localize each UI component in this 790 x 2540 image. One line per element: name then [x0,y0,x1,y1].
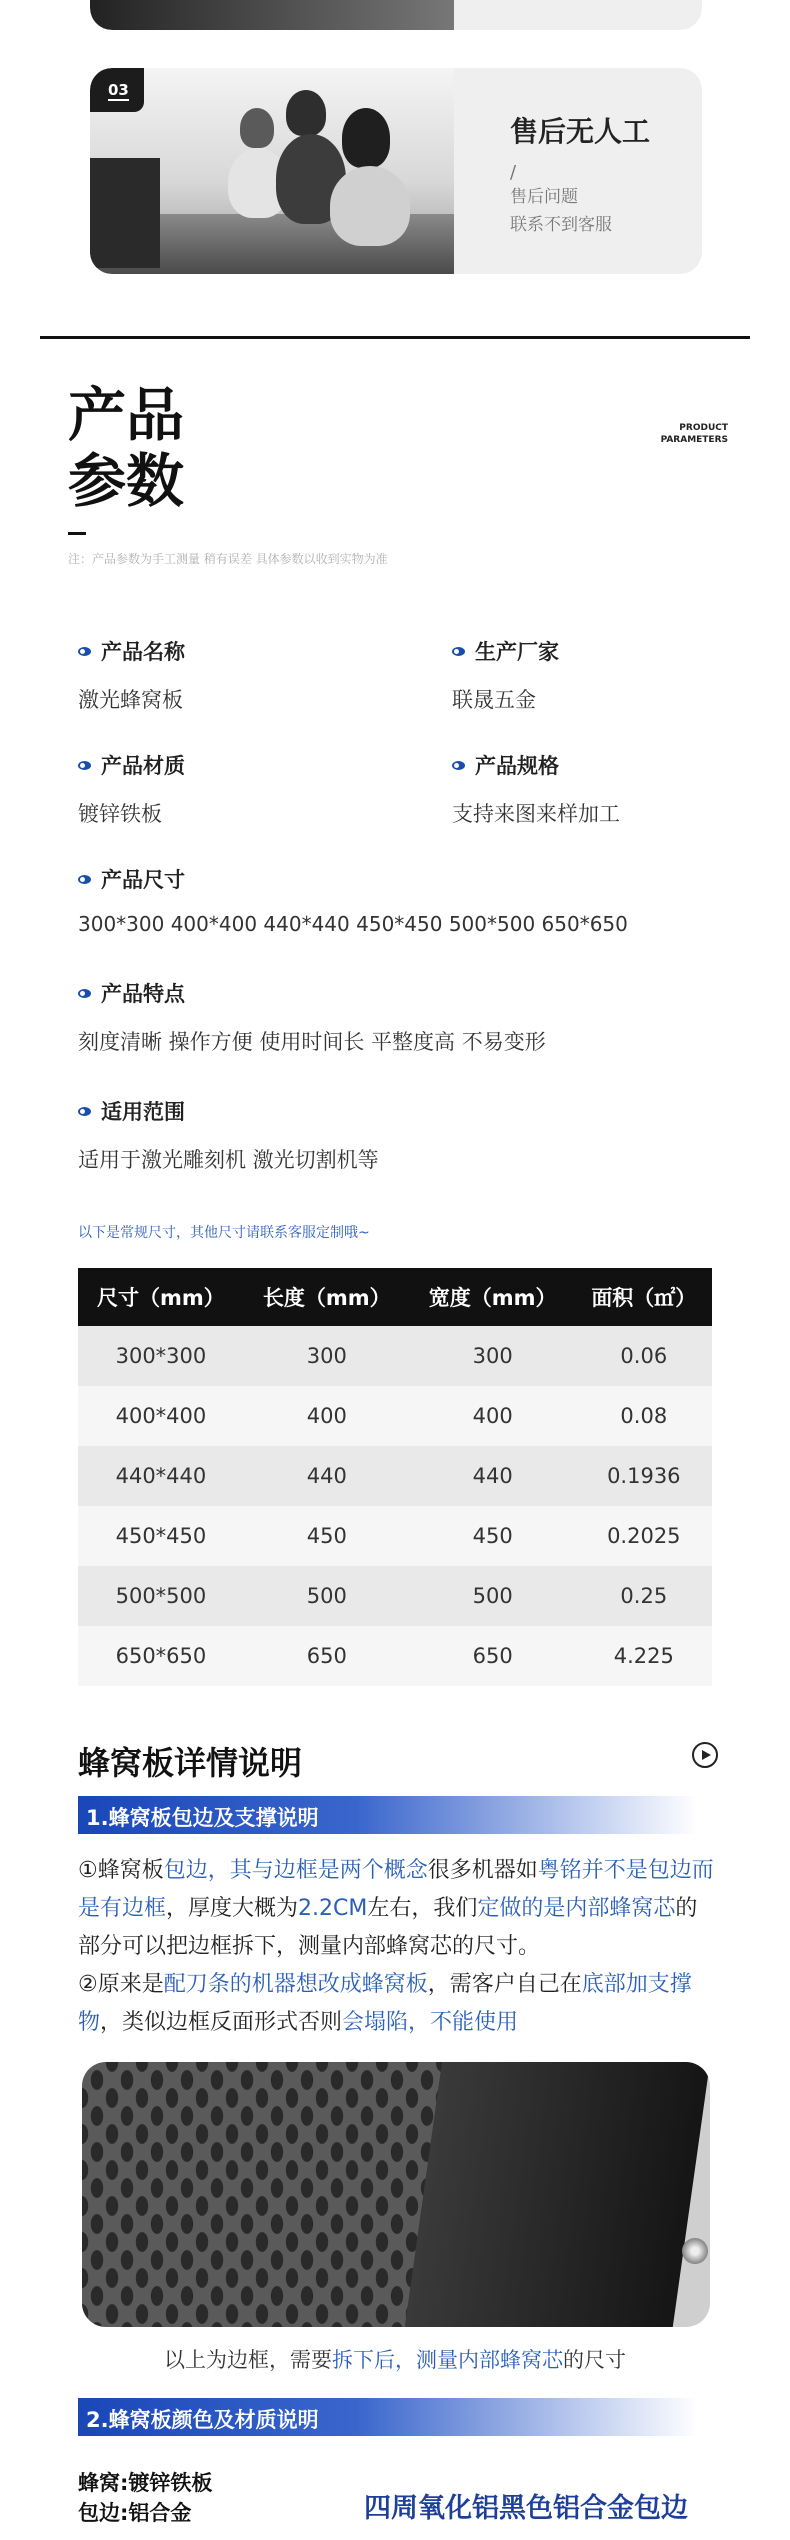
param-name-value: 激光蜂窝板 [78,688,183,712]
screw [682,2238,708,2264]
table-cell: 440 [410,1446,576,1506]
material-line-2: 包边:铝合金 [78,2501,192,2525]
param-size-value: 300*300 400*400 440*440 450*450 500*500 650*650 [78,912,628,936]
previous-card-photo [90,0,454,30]
material-list [78,2468,212,2528]
param-feature [78,978,546,1056]
table-cell: 300*300 [78,1326,244,1386]
table-cell: 500 [410,1566,576,1626]
param-spec [452,750,620,828]
text-span: 的尺寸 [563,2348,626,2372]
play-circle-icon[interactable] [692,1742,718,1768]
param-usage-label: 适用范围 [101,1100,185,1124]
table-header: 长度（mm） [244,1268,410,1326]
customer-service-photo [90,68,454,274]
table-cell: 0.08 [576,1386,712,1446]
table-cell: 300 [244,1326,410,1386]
table-header: 面积（㎡） [576,1268,712,1326]
table-cell: 300 [410,1326,576,1386]
table-cell: 0.1936 [576,1446,712,1506]
table-row [78,1446,712,1506]
highlight-span: 包边，其与边框是两个概念 [163,1858,428,1883]
bullet-icon [452,761,465,770]
param-maker [452,636,559,714]
section-title-line-2: 参数 [68,447,185,515]
table-cell: 650*650 [78,1626,244,1686]
text-span: 左右，我们 [367,1896,478,1921]
param-name-label: 产品名称 [101,640,185,664]
table-header: 尺寸（mm） [78,1268,244,1326]
photo-person-3-body [330,166,410,246]
service-card-title: 售后无人工 [510,115,651,148]
param-spec-label: 产品规格 [475,754,559,778]
text-span: ，厚度大概为 [166,1896,299,1921]
detail-bar-2: 2.蜂窝板颜色及材质说明 [78,2398,698,2436]
text-span: ，类似边框反面形式否则 [100,2010,343,2035]
service-card-slash: / [510,162,517,183]
photo-monitor [90,158,160,268]
table-row [78,1326,712,1386]
param-feature-value: 刻度清晰 操作方便 使用时间长 平整度高 不易变形 [78,1030,546,1054]
card-number: 03 [108,81,129,99]
table-cell: 400 [244,1386,410,1446]
table-row [78,1506,712,1566]
table-cell: 500*500 [78,1566,244,1626]
section-en-title [661,422,728,446]
highlight-span: 2.2CM [298,1896,368,1921]
table-row [78,1626,712,1686]
table-cell: 400*400 [78,1386,244,1446]
title-dash [68,532,86,535]
param-material [78,750,185,828]
photo-person-3 [342,108,390,168]
measurement-note: 注：产品参数为手工测量 稍有误差 具体参数以收到实物为准 [68,552,388,566]
param-feature-label: 产品特点 [101,982,185,1006]
section-divider [40,336,750,339]
highlight-span: 拆下后，测量内部蜂窝芯 [332,2348,563,2372]
param-spec-value: 支持来图来样加工 [452,802,620,826]
param-maker-value: 联晟五金 [452,688,536,712]
table-cell: 650 [410,1626,576,1686]
section-title [68,382,184,535]
highlight-span: 配刀条的机器想改成蜂窝板 [163,1972,428,1997]
en-title-line-2: PARAMETERS [660,435,728,445]
service-card-text [510,110,650,239]
photo-caption [0,2344,790,2374]
table-cell: 500 [244,1566,410,1626]
text-span: ①蜂窝板 [78,1858,164,1883]
bullet-icon [452,647,465,656]
param-material-label: 产品材质 [101,754,185,778]
detail-bar-1: 1.蜂窝板包边及支撑说明 [78,1796,698,1834]
text-span: 很多机器如 [427,1858,538,1883]
text-span: 以上为边框，需要 [164,2348,332,2372]
table-header: 宽度（mm） [410,1268,576,1326]
table-cell: 0.25 [576,1566,712,1626]
table-row [78,1566,712,1626]
table-header-row [78,1268,712,1326]
text-span: 的部分可以把边框拆下，测量内部蜂窝芯的尺寸。 [78,1896,698,1959]
param-name [78,636,185,714]
bullet-icon [78,761,91,770]
param-usage [78,1096,379,1174]
size-table [78,1268,712,1686]
section-title-line-1: 产品 [68,381,185,449]
table-cell: 0.06 [576,1326,712,1386]
previous-service-card [90,0,702,30]
photo-person-1 [240,108,274,148]
table-cell: 650 [244,1626,410,1686]
table-cell: 440*440 [78,1446,244,1506]
table-cell: 4.225 [576,1626,712,1686]
service-card-03 [90,68,702,274]
table-cell: 0.2025 [576,1506,712,1566]
bullet-icon [78,989,91,998]
detail-paragraph [78,1852,718,2042]
highlight-span: 底部加支撑物 [78,1972,692,2035]
param-material-value: 镀锌铁板 [78,802,162,826]
table-row [78,1386,712,1446]
detail-title: 蜂窝板详情说明 [78,1744,303,1782]
detail-point-1 [78,1852,718,1966]
param-size [78,864,628,936]
size-note: 以下是常规尺寸，其他尺寸请联系客服定制哦~ [78,1225,370,1241]
param-usage-value: 适用于激光雕刻机 激光切割机等 [78,1148,379,1172]
bullet-icon [78,875,91,884]
highlight-span: 粤铭并不是包边而是有边框 [78,1858,714,1921]
param-size-label: 产品尺寸 [101,868,185,892]
text-span: ②原来是 [78,1972,164,1997]
frame-edge [405,2062,710,2327]
photo-person-2 [286,90,326,136]
table-cell: 450*450 [78,1506,244,1566]
highlight-span: 会塌陷，不能使用 [342,2010,519,2035]
edge-material-title: 四周氧化铝黑色铝合金包边 [364,2493,688,2524]
param-maker-label: 生产厂家 [475,640,559,664]
service-card-line-2: 联系不到客服 [510,215,612,235]
en-title-line-1: PRODUCT [679,423,728,433]
table-cell: 440 [244,1446,410,1506]
bullet-icon [78,647,91,656]
table-cell: 400 [410,1386,576,1446]
honeycomb-frame-photo [82,2062,710,2327]
service-card-line-1: 售后问题 [510,187,578,207]
bullet-icon [78,1107,91,1116]
card-number-badge [90,68,144,112]
text-span: ，需客户自己在 [427,1972,582,1997]
detail-point-2 [78,1966,718,2042]
highlight-span: 定做的是内部蜂窝芯 [477,1896,676,1921]
material-line-1: 蜂窝:镀锌铁板 [78,2471,213,2495]
table-cell: 450 [410,1506,576,1566]
table-cell: 450 [244,1506,410,1566]
